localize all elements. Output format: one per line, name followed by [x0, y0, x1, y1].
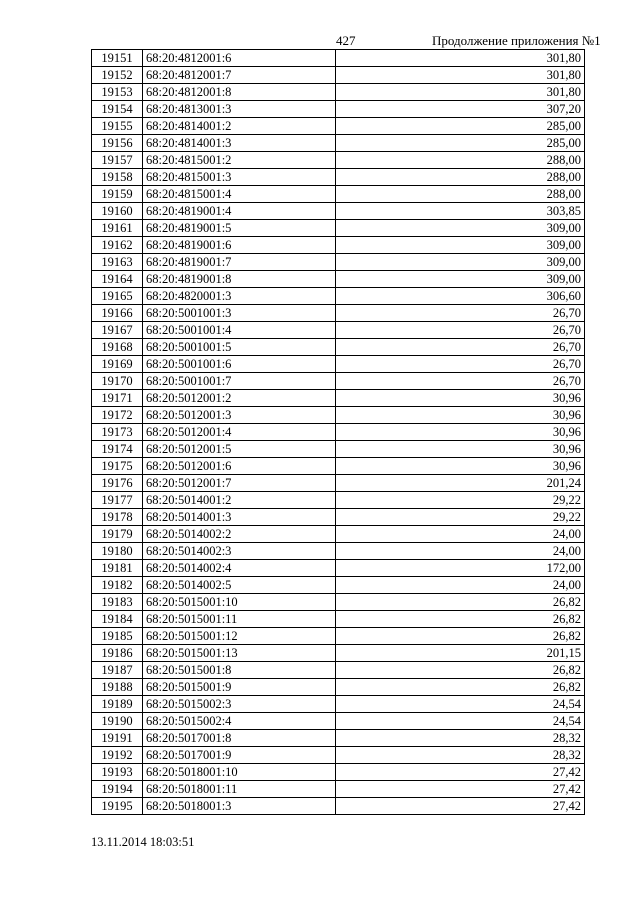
row-number-cell: 19169 [92, 356, 143, 373]
area-value-cell: 288,00 [336, 186, 585, 203]
table-row [92, 135, 585, 152]
table-row [92, 237, 585, 254]
area-value-cell: 30,96 [336, 424, 585, 441]
table-row [92, 373, 585, 390]
page-number: 427 [336, 33, 356, 48]
row-number-cell: 19161 [92, 220, 143, 237]
cadastral-number-cell: 68:20:4814001:2 [143, 118, 336, 135]
row-number-cell: 19175 [92, 458, 143, 475]
cadastral-number-cell: 68:20:4819001:7 [143, 254, 336, 271]
table-row [92, 509, 585, 526]
cadastral-number-cell: 68:20:4812001:6 [143, 50, 336, 67]
row-number-cell: 19154 [92, 101, 143, 118]
row-number-cell: 19163 [92, 254, 143, 271]
cadastral-number-cell: 68:20:5015001:8 [143, 662, 336, 679]
area-value-cell: 306,60 [336, 288, 585, 305]
area-value-cell: 24,54 [336, 696, 585, 713]
table-row [92, 118, 585, 135]
cadastral-number-cell: 68:20:4812001:8 [143, 84, 336, 101]
row-number-cell: 19185 [92, 628, 143, 645]
table-row [92, 611, 585, 628]
cadastral-number-cell: 68:20:5014002:4 [143, 560, 336, 577]
row-number-cell: 19157 [92, 152, 143, 169]
cadastral-number-cell: 68:20:4812001:7 [143, 67, 336, 84]
cadastral-number-cell: 68:20:4819001:4 [143, 203, 336, 220]
row-number-cell: 19189 [92, 696, 143, 713]
table-row [92, 662, 585, 679]
print-timestamp: 13.11.2014 18:03:51 [91, 835, 195, 849]
cadastral-number-cell: 68:20:5012001:4 [143, 424, 336, 441]
row-number-cell: 19174 [92, 441, 143, 458]
table-row [92, 356, 585, 373]
table-row [92, 305, 585, 322]
area-value-cell: 30,96 [336, 407, 585, 424]
row-number-cell: 19183 [92, 594, 143, 611]
cadastral-number-cell: 68:20:5012001:5 [143, 441, 336, 458]
area-value-cell: 30,96 [336, 390, 585, 407]
row-number-cell: 19166 [92, 305, 143, 322]
row-number-cell: 19167 [92, 322, 143, 339]
row-number-cell: 19182 [92, 577, 143, 594]
cadastral-number-cell: 68:20:5014002:2 [143, 526, 336, 543]
area-value-cell: 303,85 [336, 203, 585, 220]
area-value-cell: 309,00 [336, 254, 585, 271]
row-number-cell: 19184 [92, 611, 143, 628]
table-row [92, 764, 585, 781]
cadastral-number-cell: 68:20:5015001:12 [143, 628, 336, 645]
area-value-cell: 285,00 [336, 135, 585, 152]
cadastral-number-cell: 68:20:5012001:3 [143, 407, 336, 424]
cadastral-number-cell: 68:20:4819001:6 [143, 237, 336, 254]
cadastral-number-cell: 68:20:5001001:7 [143, 373, 336, 390]
row-number-cell: 19172 [92, 407, 143, 424]
area-value-cell: 201,15 [336, 645, 585, 662]
table-row [92, 101, 585, 118]
table-row [92, 781, 585, 798]
cadastral-number-cell: 68:20:5015001:9 [143, 679, 336, 696]
cadastral-number-cell: 68:20:5001001:4 [143, 322, 336, 339]
table-row [92, 407, 585, 424]
cadastral-number-cell: 68:20:5014001:2 [143, 492, 336, 509]
area-value-cell: 28,32 [336, 747, 585, 764]
area-value-cell: 309,00 [336, 220, 585, 237]
area-value-cell: 301,80 [336, 50, 585, 67]
area-value-cell: 307,20 [336, 101, 585, 118]
cadastral-number-cell: 68:20:4815001:4 [143, 186, 336, 203]
appendix-note: Продолжение приложения №1 [432, 33, 601, 48]
row-number-cell: 19155 [92, 118, 143, 135]
cadastral-number-cell: 68:20:5001001:5 [143, 339, 336, 356]
cadastral-number-cell: 68:20:5017001:9 [143, 747, 336, 764]
row-number-cell: 19194 [92, 781, 143, 798]
cadastral-number-cell: 68:20:5012001:2 [143, 390, 336, 407]
table-row [92, 628, 585, 645]
row-number-cell: 19159 [92, 186, 143, 203]
cadastral-number-cell: 68:20:5015001:13 [143, 645, 336, 662]
area-value-cell: 309,00 [336, 271, 585, 288]
area-value-cell: 26,70 [336, 356, 585, 373]
table-row [92, 186, 585, 203]
cadastral-number-cell: 68:20:5014002:5 [143, 577, 336, 594]
area-value-cell: 301,80 [336, 84, 585, 101]
table-row [92, 203, 585, 220]
table-row [92, 169, 585, 186]
cadastral-number-cell: 68:20:5015002:4 [143, 713, 336, 730]
row-number-cell: 19177 [92, 492, 143, 509]
cadastral-number-cell: 68:20:4819001:8 [143, 271, 336, 288]
row-number-cell: 19165 [92, 288, 143, 305]
cadastral-number-cell: 68:20:5015002:3 [143, 696, 336, 713]
area-value-cell: 26,82 [336, 662, 585, 679]
cadastral-number-cell: 68:20:5014002:3 [143, 543, 336, 560]
row-number-cell: 19151 [92, 50, 143, 67]
row-number-cell: 19178 [92, 509, 143, 526]
row-number-cell: 19171 [92, 390, 143, 407]
table-row [92, 492, 585, 509]
table-row [92, 254, 585, 271]
area-value-cell: 26,70 [336, 339, 585, 356]
area-value-cell: 285,00 [336, 118, 585, 135]
table-row [92, 747, 585, 764]
cadastral-number-cell: 68:20:4819001:5 [143, 220, 336, 237]
table-row [92, 458, 585, 475]
row-number-cell: 19180 [92, 543, 143, 560]
area-value-cell: 24,00 [336, 577, 585, 594]
table-row [92, 84, 585, 101]
row-number-cell: 19153 [92, 84, 143, 101]
row-number-cell: 19190 [92, 713, 143, 730]
table-row [92, 220, 585, 237]
table-row [92, 543, 585, 560]
area-value-cell: 29,22 [336, 492, 585, 509]
area-value-cell: 27,42 [336, 764, 585, 781]
table-row [92, 526, 585, 543]
table-row [92, 67, 585, 84]
table-row [92, 390, 585, 407]
row-number-cell: 19195 [92, 798, 143, 815]
area-value-cell: 26,82 [336, 594, 585, 611]
area-value-cell: 29,22 [336, 509, 585, 526]
cadastral-number-cell: 68:20:4815001:2 [143, 152, 336, 169]
area-value-cell: 301,80 [336, 67, 585, 84]
area-value-cell: 27,42 [336, 798, 585, 815]
row-number-cell: 19160 [92, 203, 143, 220]
row-number-cell: 19164 [92, 271, 143, 288]
area-value-cell: 24,00 [336, 526, 585, 543]
table-row [92, 696, 585, 713]
row-number-cell: 19176 [92, 475, 143, 492]
cadastral-number-cell: 68:20:5018001:3 [143, 798, 336, 815]
row-number-cell: 19170 [92, 373, 143, 390]
cadastral-number-cell: 68:20:4814001:3 [143, 135, 336, 152]
area-value-cell: 201,24 [336, 475, 585, 492]
table-row [92, 424, 585, 441]
cadastral-number-cell: 68:20:5015001:10 [143, 594, 336, 611]
row-number-cell: 19191 [92, 730, 143, 747]
table-row [92, 339, 585, 356]
table-row [92, 730, 585, 747]
area-value-cell: 288,00 [336, 169, 585, 186]
table-row [92, 475, 585, 492]
cadastral-number-cell: 68:20:5012001:6 [143, 458, 336, 475]
area-value-cell: 26,82 [336, 679, 585, 696]
row-number-cell: 19168 [92, 339, 143, 356]
table-row [92, 594, 585, 611]
cadastral-number-cell: 68:20:4820001:3 [143, 288, 336, 305]
area-value-cell: 309,00 [336, 237, 585, 254]
table-row [92, 288, 585, 305]
row-number-cell: 19173 [92, 424, 143, 441]
row-number-cell: 19179 [92, 526, 143, 543]
cadastral-number-cell: 68:20:5015001:11 [143, 611, 336, 628]
area-value-cell: 24,54 [336, 713, 585, 730]
area-value-cell: 26,70 [336, 305, 585, 322]
table-row [92, 713, 585, 730]
registry-table-body [92, 50, 585, 815]
area-value-cell: 26,70 [336, 322, 585, 339]
row-number-cell: 19152 [92, 67, 143, 84]
table-row [92, 50, 585, 67]
row-number-cell: 19187 [92, 662, 143, 679]
table-row [92, 577, 585, 594]
row-number-cell: 19181 [92, 560, 143, 577]
area-value-cell: 27,42 [336, 781, 585, 798]
area-value-cell: 172,00 [336, 560, 585, 577]
row-number-cell: 19162 [92, 237, 143, 254]
table-row [92, 645, 585, 662]
cadastral-number-cell: 68:20:5001001:6 [143, 356, 336, 373]
table-row [92, 271, 585, 288]
registry-table [91, 49, 585, 815]
cadastral-number-cell: 68:20:4815001:3 [143, 169, 336, 186]
cadastral-number-cell: 68:20:5014001:3 [143, 509, 336, 526]
area-value-cell: 288,00 [336, 152, 585, 169]
row-number-cell: 19192 [92, 747, 143, 764]
cadastral-number-cell: 68:20:4813001:3 [143, 101, 336, 118]
cadastral-number-cell: 68:20:5018001:10 [143, 764, 336, 781]
area-value-cell: 26,70 [336, 373, 585, 390]
row-number-cell: 19186 [92, 645, 143, 662]
cadastral-number-cell: 68:20:5001001:3 [143, 305, 336, 322]
row-number-cell: 19158 [92, 169, 143, 186]
cadastral-number-cell: 68:20:5018001:11 [143, 781, 336, 798]
table-row [92, 441, 585, 458]
row-number-cell: 19193 [92, 764, 143, 781]
cadastral-number-cell: 68:20:5017001:8 [143, 730, 336, 747]
table-row [92, 798, 585, 815]
table-row [92, 322, 585, 339]
table-row [92, 679, 585, 696]
row-number-cell: 19188 [92, 679, 143, 696]
table-row [92, 152, 585, 169]
row-number-cell: 19156 [92, 135, 143, 152]
area-value-cell: 24,00 [336, 543, 585, 560]
area-value-cell: 28,32 [336, 730, 585, 747]
area-value-cell: 30,96 [336, 458, 585, 475]
area-value-cell: 26,82 [336, 628, 585, 645]
area-value-cell: 26,82 [336, 611, 585, 628]
area-value-cell: 30,96 [336, 441, 585, 458]
cadastral-number-cell: 68:20:5012001:7 [143, 475, 336, 492]
table-row [92, 560, 585, 577]
